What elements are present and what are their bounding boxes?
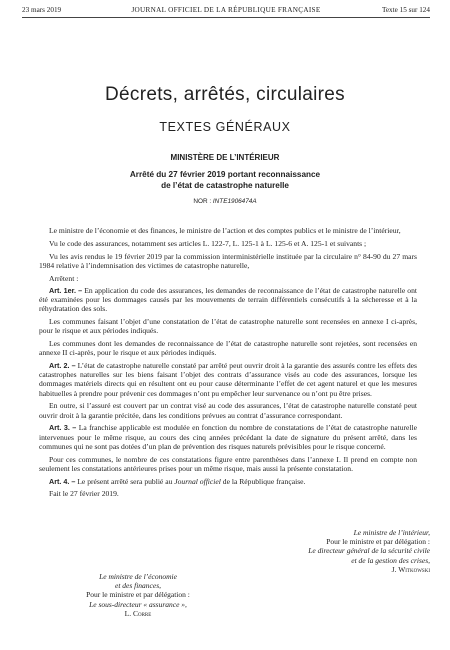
decree-title-line: Arrêté du 27 février 2019 portant reconnaissance	[129, 170, 321, 179]
article-1	[39, 286, 417, 314]
article-3-paragraph: Pour ces communes, le nombre de ces constatations figure entre parenthèses dans l’annexe I. Il prend en compte non seulement les constatations antérieures prises pour un même risque, mais aussi la présente constatation.	[39, 454, 417, 473]
journal-title: JOURNAL OFFICIEL DE LA RÉPUBLIQUE FRANÇAISE	[131, 6, 321, 14]
article-4	[39, 477, 417, 486]
arretent-label: Arrêtent :	[49, 273, 79, 283]
nor-code: INTE1906474A	[212, 198, 257, 205]
preamble-code: Vu le code des assurances, notamment ses articles L. 122-7, L. 125-1 à L. 125-6 et A. 125-1 et suivants ;	[49, 238, 367, 248]
signatory-title: Le ministre de l’intérieur,	[353, 528, 430, 537]
article-3-text: La franchise applicable est modulée en fonction du nombre de constatations de l’état de catastrophe naturelle intervenues pour le même risque, au cours des cinq années précédant la date de signature du présent arrêté, dans les communes qui ne sont pas dotées d’un plan de prévention des risques naturels prévisibles pour le risque concerné.	[39, 423, 417, 451]
signatory-function: et de la gestion des crises,	[351, 555, 430, 565]
article-1-label: Art. 1er. –	[49, 285, 83, 295]
signatory-name: L. Corre	[124, 608, 152, 618]
signatory-title: et des finances,	[114, 581, 162, 591]
preamble-ministers: Le ministre de l’économie et des finances, le ministre de l’action et des comptes publics et le ministre de l’intérieur,	[49, 226, 401, 235]
article-1-paragraph: Les communes dont les demandes de reconnaissance de l’état de catastrophe naturelle sont rejetées, sont recensées en annexe II ci-après, pour le risque et aux périodes indiqués.	[39, 339, 417, 358]
article-4-pre: Le présent arrêté sera publié au	[77, 476, 175, 486]
article-1-paragraph: Les communes faisant l’objet d’une constatation de l’état de catastrophe naturelle sont recensées en annexe I ci-après, pour le risque et aux périodes indiqués.	[39, 317, 417, 336]
signatory-title: Le ministre de l’économie	[99, 572, 177, 581]
article-4-journal: Journal officiel	[174, 476, 221, 486]
article-2-paragraph: En outre, si l’assuré est couvert par un contrat visé au code des assurances, l’état de catastrophe naturelle constaté peut ouvrir droit à la garantie précitée, dans les conditions prévues au contrat d’assurance correspondant.	[39, 401, 417, 420]
ministry-heading: MINISTÈRE DE L’INTÉRIEUR	[170, 153, 280, 162]
decree-title	[0, 170, 450, 191]
signatory-function: Le sous-directeur « assurance »,	[89, 599, 187, 609]
nor-label: NOR :	[193, 198, 213, 205]
signatory-function: Le directeur général de la sécurité civile	[308, 546, 430, 556]
delegation-line: Pour le ministre et par délégation :	[86, 590, 190, 600]
article-4-label: Art. 4. –	[49, 476, 76, 486]
subtitle: TEXTES GÉNÉRAUX	[159, 120, 291, 134]
article-1-text: En application du code des assurances, les demandes de reconnaissance de l’état de catastrophe naturelle ont été examinées pour les dommages causés par les mouvements de terrain différentiels consécutifs à la sécheresse et à la réhydratation des sols.	[39, 285, 417, 314]
article-2-text: L’état de catastrophe naturelle constaté par arrêté peut ouvrir droit à la garantie des assurés contre les effets des catastrophes naturelles sur les biens faisant l’objet des contrats d’assurance visés au code des assurances, lorsque les dommages matériels directs qui en résultent ont eu pour cause déterminante l’effet de cet agent naturel et que les mesures habituelles à prendre pour prévenir ces dommages n’ont pu empêcher leur survenance ou n’ont pu être prises.	[39, 361, 417, 398]
decree-title-line: de l’état de catastrophe naturelle	[161, 180, 289, 190]
section-title: Décrets, arrêtés, circulaires	[105, 84, 345, 105]
decree-body	[39, 226, 417, 502]
article-2	[39, 361, 417, 398]
article-3-label: Art. 3. –	[49, 423, 77, 433]
signature-economie	[38, 572, 238, 618]
nor-reference	[0, 198, 450, 205]
signatory-name: J. Witkowski	[391, 564, 430, 574]
preamble-avis: Vu les avis rendus le 19 février 2019 par la commission interministérielle instituée par la circulaire n° 84-90 du 27 mars 1984 relative à l’indemnisation des victimes de catastrophe naturelle,	[39, 251, 417, 270]
delegation-line: Pour le ministre et par délégation :	[326, 537, 430, 547]
article-2-label: Art. 2. –	[49, 361, 76, 370]
publication-date: 23 mars 2019	[22, 6, 62, 14]
text-reference: Texte 15 sur 124	[381, 6, 430, 14]
signing-date: Fait le 27 février 2019.	[49, 489, 119, 499]
article-3	[39, 423, 417, 451]
signature-interieur	[215, 528, 430, 574]
article-4-post: de la République française.	[220, 476, 306, 486]
header-rule	[22, 17, 430, 18]
